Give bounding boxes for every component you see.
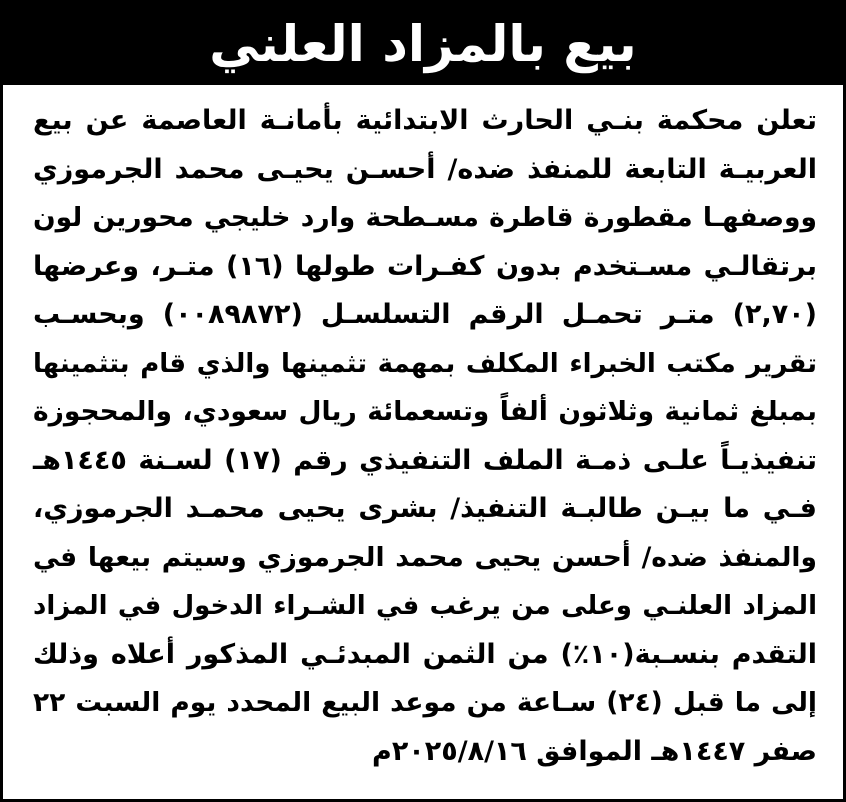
title-banner: [3, 3, 843, 85]
body-line: والمنفذ ضده/ أحسن يحيى محمد الجرموزي وسيتم بيعها في: [33, 541, 817, 573]
body-line: إلى ما قبل (٢٤) سـاعة من موعد البيع المحدد يوم السبت ٢٢: [33, 687, 817, 718]
body-line: التقدم بنسـبة(١٠٪) من الثمن المبدئـي المذكور أعلاه وذلك: [33, 638, 817, 670]
body-line: فـي ما بيـن طالبـة التنفيذ/ بشرى يحيى محمـد الجرموزي،: [33, 493, 817, 524]
body-line: تقرير مكتب الخبراء المكلف بمهمة تثمينها والذي قام بتثمينها: [33, 348, 817, 379]
body-line: تنفيذيـاً علـى ذمـة الملف التنفيذي رقم (١٧) لسـنة ١٤٤٥هـ: [33, 444, 817, 476]
body-line: برتقالـي مسـتخدم بدون كفـرات طولها (١٦) متـر، وعرضها: [33, 250, 817, 282]
body-line: ووصفهـا مقطورة قاطرة مسـطحة وارد خليجي محورين لون: [33, 202, 817, 233]
body-line: العربيـة التابعة للمنفذ ضده/ أحسـن يحيـى محمد الجرموزي: [33, 153, 817, 185]
body-line: بمبلغ ثمانية وثلاثون ألفاً وتسعمائة ريال سعودي، والمحجوزة: [33, 396, 817, 427]
body-line-date: صفر ١٤٤٧هـ الموافق ٢٠٢٥/٨/١٦م: [372, 735, 817, 767]
body-line: (٢,٧٠) متـر تحمـل الرقم التسلسـل (٠٠٨٩٨٧٢) وبحسـب: [33, 299, 818, 330]
notice-title: بيع بالمزاد العلني: [209, 15, 637, 73]
body-line: تعلن محكمة بنـي الحارث الابتدائية بأمانـة العاصمة عن بيع: [33, 105, 817, 136]
body-line: المزاد العلنـي وعلى من يرغب في الشـراء الدخول في المزاد: [33, 591, 817, 621]
notice-body: [33, 97, 817, 776]
